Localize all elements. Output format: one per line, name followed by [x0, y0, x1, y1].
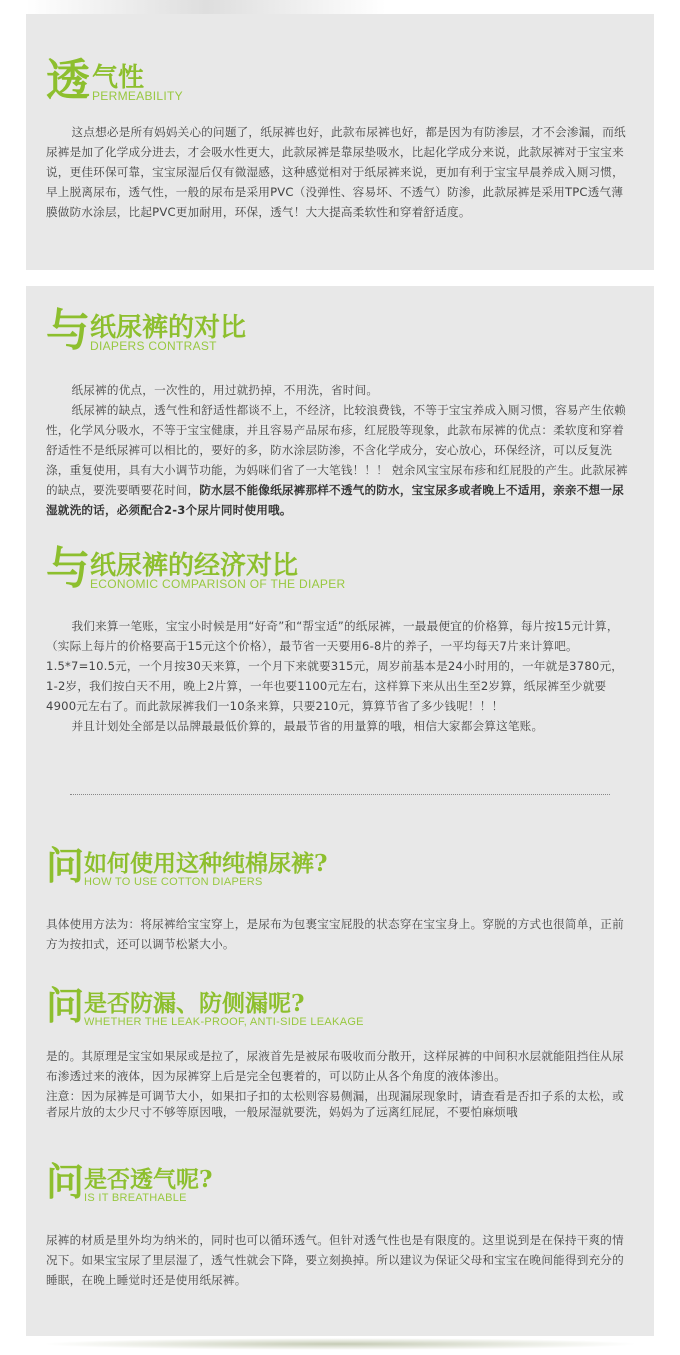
permeability-paragraph: 这点想必是所有妈妈关心的问题了，纸尿裤也好，此款布尿裤也好，都是因为有防渗层，才不会渗漏，而纸尿裤是加了化学成分进去，才会吸水性更大，此款尿裤是靠尿垫吸水，比起化学成分来说，此款尿裤对于宝宝来说，更佳环保可靠，宝宝尿湿后仅有微湿感，这种感觉相对于纸尿裤来说，更加有利于宝宝早晨养成入厕习惯，早上脱离尿布，透气性，一般的尿布是采用PVC（没弹性、容易坏、不透气）防渗，此款尿裤是采用TPC透气薄膜做防水涂层，比起PVC更加耐用，环保，透气！大大提高柔软性和穿着舒适度。	[46, 125, 626, 219]
contrast-heading	[46, 305, 634, 362]
permeability-section	[46, 55, 634, 222]
economic-paragraph-2: 并且计划处全部是以品牌最最低价算的，最最节省的用量算的哦，相信大家都会算这笔账。	[71, 719, 544, 733]
heading-big-char: 与	[46, 543, 90, 594]
permeability-heading	[46, 55, 634, 112]
heading-title: 气性	[92, 63, 145, 93]
leakproof-paragraph-1: 是的。其原理是宝宝如果尿或是拉了，尿液首先是被尿布吸收而分散开，这样尿裤的中间积水层就能阻挡住从尿布渗透过来的液体，因为尿裤穿上后是完全包裹着的，可以防止从各个角度的液体渗出。	[46, 1049, 624, 1083]
heading-subtitle-en: PERMEABILITY	[92, 89, 183, 103]
heading-subtitle-en: ECONOMIC COMPARISON OF THE DIAPER	[90, 577, 346, 591]
heading-title: 纸尿裤的对比	[90, 313, 247, 343]
breathable-section	[46, 1159, 634, 1290]
heading-subtitle-en: WHETHER THE LEAK-PROOF, ANTI-SIDE LEAKAGE	[84, 1016, 364, 1028]
contrast-pros: 纸尿裤的优点，一次性的，用过就扔掉，不用洗，省时间。	[71, 383, 379, 397]
heading-subtitle-en: IS IT BREATHABLE	[84, 1192, 187, 1204]
top-shadow-decoration	[26, 0, 386, 14]
contrast-cons-bold: 防水层不能像纸尿裤那样不透气的防水，宝宝尿多或者晚上不适用，亲亲不想一尿湿就洗的话，必须配合2-3个尿片同时使用哦。	[46, 483, 624, 517]
howto-section	[46, 843, 634, 954]
heading-big-char: 透	[46, 55, 90, 106]
leakproof-section	[46, 983, 634, 1120]
permeability-panel	[26, 14, 654, 270]
howto-heading	[46, 843, 634, 900]
heading-title: 纸尿裤的经济对比	[90, 551, 299, 581]
heading-big-char: 问	[46, 983, 85, 1028]
main-panel	[26, 286, 654, 1336]
heading-subtitle-en: HOW TO USE COTTON DIAPERS	[84, 876, 263, 888]
leakproof-heading	[46, 983, 634, 1040]
leakproof-note: 注意：因为尿裤是可调节大小，如果扣子扣的太松则容易侧漏，出现漏尿现象时，请查看是否扣子系的太松，或者尿片放的太少尺寸不够等原因哦，一般尿湿就要洗，妈妈为了远离红屁屁，不要怕麻烦哦	[46, 1089, 624, 1119]
heading-big-char: 与	[46, 305, 90, 356]
contrast-section	[46, 305, 634, 520]
heading-big-char: 问	[46, 843, 85, 888]
dotted-divider	[70, 794, 610, 795]
contrast-cons	[46, 400, 634, 520]
heading-title: 如何使用这种纯棉尿裤?	[84, 850, 328, 877]
heading-title: 是否透气呢?	[84, 1166, 213, 1193]
bottom-shadow-decoration	[40, 1338, 640, 1350]
breathable-paragraph: 尿裤的材质是里外均为纳米的，同时也可以循环透气。但针对透气性也是有限度的。这里说到是在保持干爽的情况下。如果宝宝尿了里层湿了，透气性就会下降，要立刻换掉。所以建议为保证父母和宝宝在晚间能得到充分的睡眠，在晚上睡觉时还是使用纸尿裤。	[46, 1233, 624, 1287]
economic-heading	[46, 543, 634, 600]
economic-section	[46, 543, 634, 736]
economic-paragraph-1: 我们来算一笔账，宝宝小时候是用“好奇”和“帮宝适”的纸尿裤，一最最便宜的价格算，每片按15元计算，（实际上每片的价格要高于15元这个价格），最节省一天要用6-8片的养子，一平均每天7片来计算吧。1.5*7=10.5元，一个月按30天来算，一个月下来就要315元，周岁前基本是24小时用的，一年就是3780元，1-2岁，我们按白天不用，晚上2片算，一年也要1100元左右，这样算下来从出生至2岁算，纸尿裤至少就要4900元左右了。而此款尿裤我们一10条来算，只要210元，算算节省了多少钱呢！！！	[46, 619, 624, 713]
heading-big-char: 问	[46, 1159, 85, 1204]
heading-subtitle-en: DIAPERS CONTRAST	[90, 339, 217, 353]
breathable-heading	[46, 1159, 634, 1216]
contrast-cons-text: 纸尿裤的缺点，透气性和舒适性都谈不上，不经济，比较浪费钱，不等于宝宝养成入厕习惯，容易产生依赖性，化学风分吸水，不等于宝宝健康，并且容易产品尿布疹，红屁股等现象，此款布尿裤的优点：柔软度和穿着舒适性不是纸尿裤可以相比的，要好的多，防水涂层防渗，不含化学成分，安心放心，环保经济，可以反复洗涤，重复使用，具有大小调节功能，为妈咪们省了一大笔钱！！！ 尅余风宝宝尿布疹和红屁股的产生。此款尿裤的缺点，要洗要晒要花时间，	[46, 403, 628, 497]
howto-paragraph: 具体使用方法为：将尿裤给宝宝穿上，是尿布为包裹宝宝屁股的状态穿在宝宝身上。穿脱的方式也很简单，正前方为按扣式，还可以调节松紧大小。	[46, 917, 624, 951]
heading-title: 是否防漏、防侧漏呢?	[84, 990, 305, 1017]
